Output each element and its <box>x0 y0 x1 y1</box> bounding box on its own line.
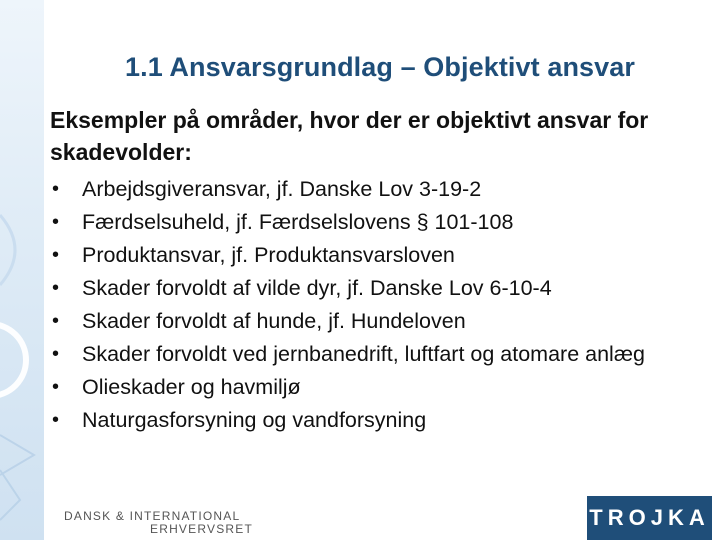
trojka-logo: TROJKA <box>587 496 712 540</box>
bullet-item <box>50 206 700 239</box>
logo-line-2: ERHVERVSRET <box>150 522 254 536</box>
bullet-item <box>50 338 700 371</box>
bullet-text: Skader forvoldt af vilde dyr, jf. Danske Lov 6-10-4 <box>82 276 552 300</box>
bullet-text: Naturgasforsyning og vandforsyning <box>82 408 427 432</box>
logo-line-1: DANSK & INTERNATIONAL <box>64 509 241 523</box>
bullet-item <box>50 173 700 206</box>
bullet-text: Skader forvoldt af hunde, jf. Hundeloven <box>82 309 466 333</box>
bullet-marker: • <box>52 277 60 299</box>
scales-of-justice-icon <box>0 0 44 540</box>
left-decorative-band <box>0 0 44 540</box>
slide-intro: Eksempler på områder, hvor der er objektivt ansvar for skadevolder: <box>50 107 649 165</box>
bullet-item <box>50 404 700 437</box>
bullet-item <box>50 272 700 305</box>
bullet-list <box>50 173 700 437</box>
bullet-marker: • <box>52 376 60 398</box>
bullet-text: Produktansvar, jf. Produktansvarsloven <box>82 243 455 267</box>
slide-title: 1.1 Ansvarsgrundlag – Objektivt ansvar <box>125 52 635 82</box>
bullet-text: Skader forvoldt ved jernbanedrift, luftfart og atomare anlæg <box>82 342 645 366</box>
bullet-marker: • <box>52 211 60 233</box>
bullet-text: Arbejdsgiveransvar, jf. Danske Lov 3-19-2 <box>82 177 482 201</box>
bullet-marker: • <box>52 343 60 365</box>
bullet-item <box>50 305 700 338</box>
bullet-text: Olieskader og havmiljø <box>82 375 301 399</box>
bullet-marker: • <box>52 409 60 431</box>
bullet-text: Færdselsuheld, jf. Færdselslovens § 101-108 <box>82 210 514 234</box>
dansk-international-erhvervsret-logo <box>64 510 253 536</box>
bullet-marker: • <box>52 178 60 200</box>
bullet-item <box>50 371 700 404</box>
bullet-marker: • <box>52 310 60 332</box>
bullet-item <box>50 239 700 272</box>
bullet-marker: • <box>52 244 60 266</box>
